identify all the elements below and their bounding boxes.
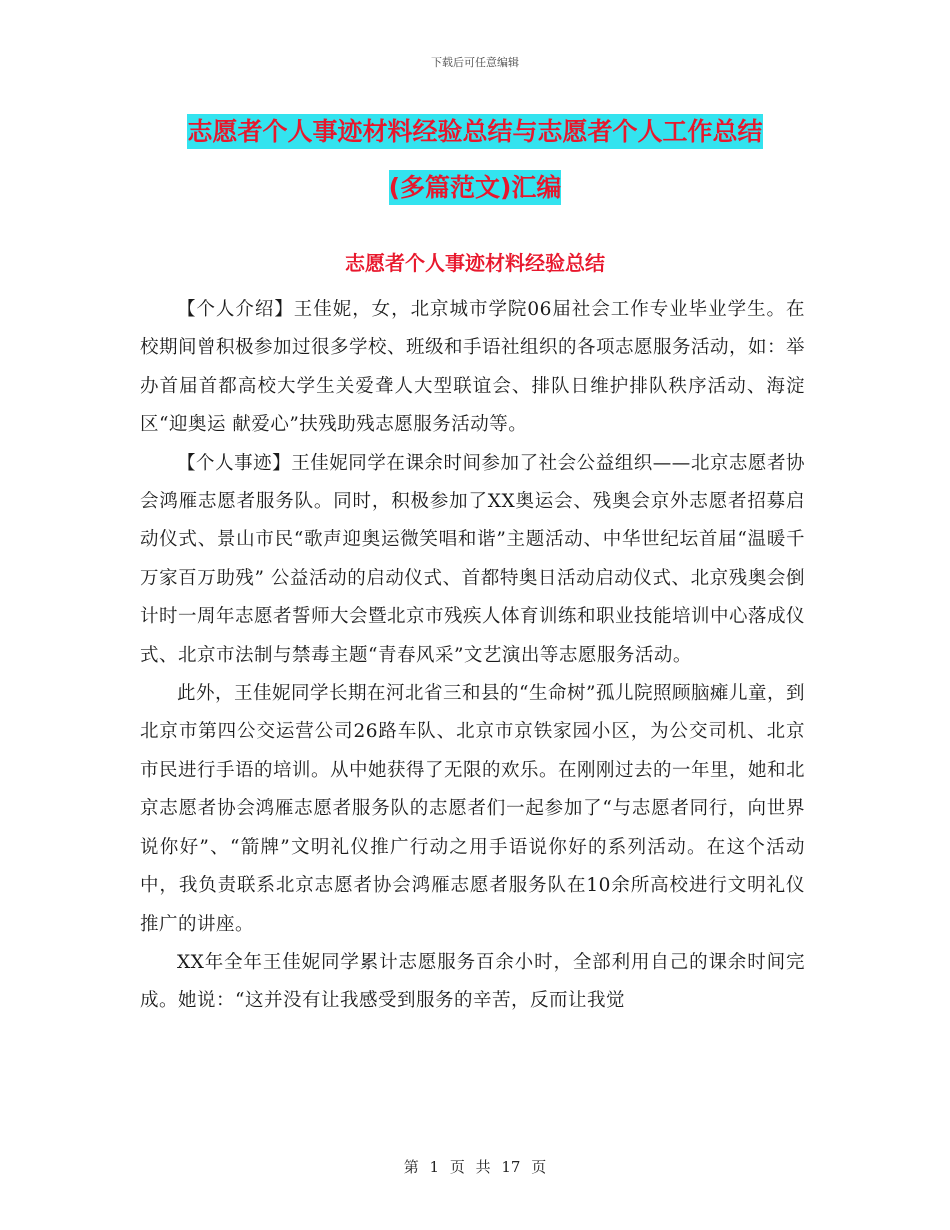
- section-title: 志愿者个人事迹材料经验总结: [345, 251, 605, 275]
- page-footer: 第 1 页 共 17 页: [403, 1158, 547, 1176]
- paragraph-additional: 此外，王佳妮同学长期在河北省三和县的“生命树”孤儿院照顾脑瘫儿童，到北京市第四公交运营公司26路车队、北京市京铁家园小区，为公交司机、北京市民进行手语的培训。从中她获得了无限的欢乐。在刚刚过去的一年里，她和北京志愿者协会鸿雁志愿者服务队的志愿者们一起参加了“与志愿者同行，向世界说你好”、“箭牌”文明礼仪推广行动之用手语说你好的系列活动。在这个活动中，我负责联系北京志愿者协会鸿雁志愿者服务队在10余所高校进行文明礼仪推广的讲座。: [140, 683, 806, 935]
- paragraph-personal-deeds: 【个人事迹】王佳妮同学在课余时间参加了社会公益组织——北京志愿者协会鸿雁志愿者服务队。同时，积极参加了XX奥运会、残奥会京外志愿者招募启动仪式、景山市民“歌声迎奥运微笑唱和谐”主题活动、中华世纪坛首届“温暖千万家百万助残” 公益活动的启动仪式、首都特奥日活动启动仪式、北京残奥会倒计时一周年志愿者誓师大会暨北京市残疾人体育训练和职业技能培训中心落成仪式、北京市法制与禁毒主题“青春风采”文艺演出等志愿服务活动。: [140, 452, 806, 666]
- paragraph-personal-intro: 【个人介绍】王佳妮，女，北京城市学院06届社会工作专业毕业学生。在校期间曾积极参加过很多学校、班级和手语社组织的各项志愿服务活动，如：举办首届首都高校大学生关爱聋人大型联谊会、排队日维护排队秩序活动、海淀区“迎奥运 献爱心”扶残助残志愿服务活动等。: [140, 299, 806, 436]
- title-line-2: (多篇范文)汇编: [389, 170, 562, 205]
- document-body: [140, 291, 805, 1021]
- title-line-1: 志愿者个人事迹材料经验总结与志愿者个人工作总结: [187, 114, 762, 149]
- paragraph-summary: XX年全年王佳妮同学累计志愿服务百余小时，全部利用自己的课余时间完成。她说：“这并没有让我感受到服务的辛苦，反而让我觉: [140, 951, 805, 1012]
- document-title: [140, 104, 810, 216]
- header-note: 下载后可任意编辑: [431, 56, 519, 69]
